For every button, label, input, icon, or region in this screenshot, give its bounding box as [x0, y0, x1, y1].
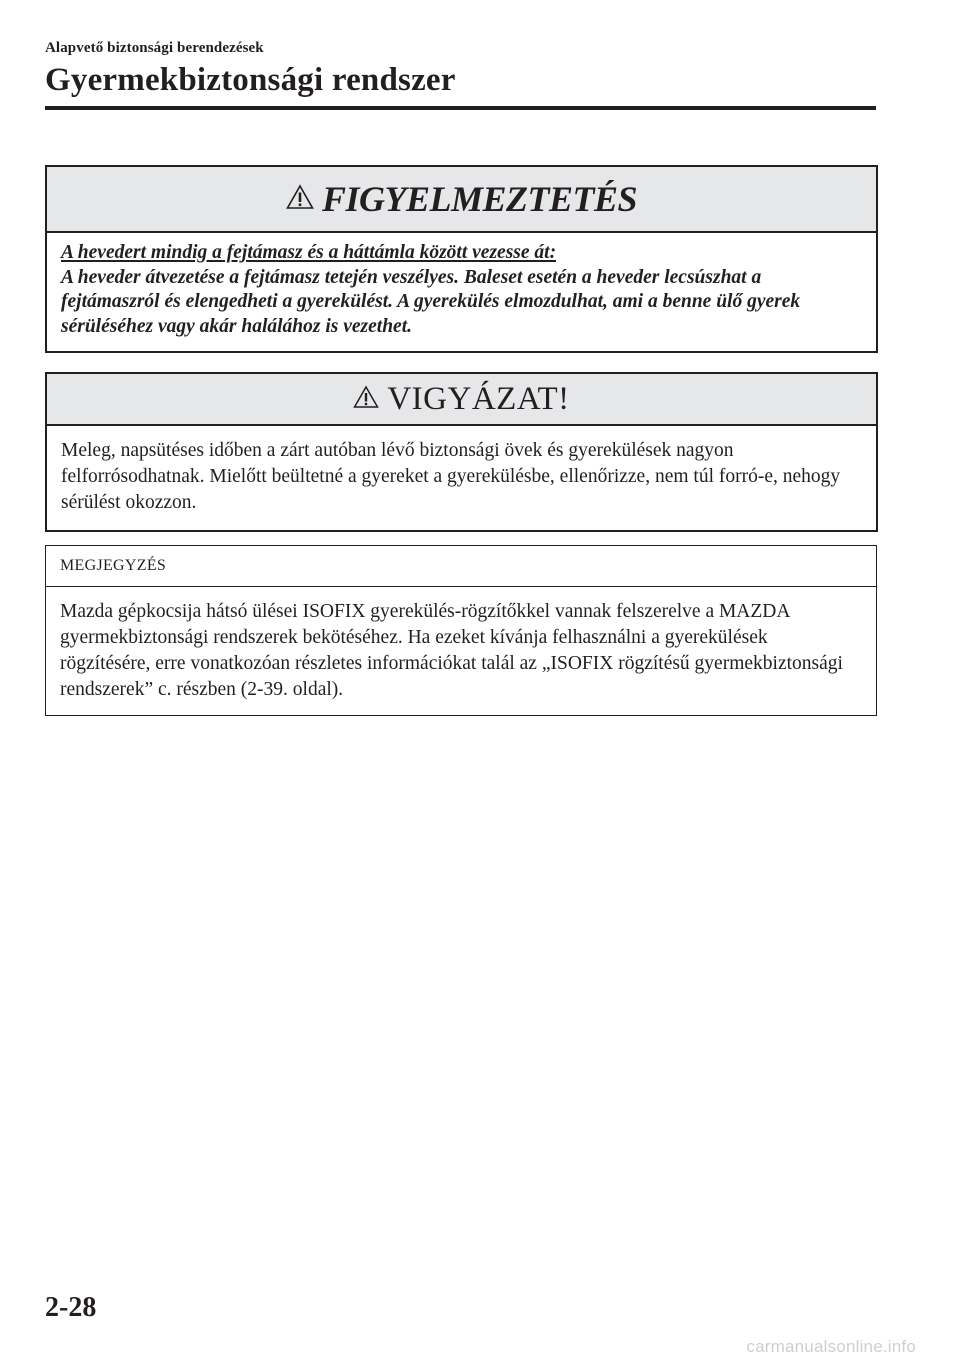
note-box [45, 545, 877, 716]
warning-heading: A hevedert mindig a fejtámasz és a háttámla között vezesse át: [61, 242, 557, 263]
caution-text: Meleg, napsütéses időben a zárt autóban lévő biztonsági övek és gyerekülések nagyon felforrósodhatnak. Mielőtt beültetné a gyereket a gyerekülésbe, ellenőrizze, nem túl forró-e, nehogy sérülést okozzon. [61, 440, 841, 513]
caution-header [47, 374, 876, 426]
note-text: Mazda gépkocsija hátsó ülései ISOFIX gyerekülés-rögzítőkkel vannak felszerelve a MAZDA gyermekbiztonsági rendszerek bekötéséhez. Ha ezeket kívánja felhasználni a gyerekülések rögzítésére, erre vonatkozóan részletes információkat talál az „ISOFIX rögzítésű gyermekbiztonsági rendszerek” c. részben (2-39. oldal). [60, 601, 843, 700]
warning-triangle-icon [286, 184, 314, 215]
warning-text: A heveder átvezetése a fejtámasz tetején veszélyes. Baleset esetén a heveder lecsúszhat a fejtámaszról és elengedheti a gyerekülést. A gyerekülés elmozdulhat, ami a benne ülő gyerek sérüléséhez vagy akár halálához is vezethet. [61, 266, 801, 337]
title-rule [45, 106, 876, 110]
page-number: 2-28 [45, 1292, 97, 1323]
warning-box [45, 165, 878, 353]
page-title: Gyermekbiztonsági rendszer [45, 62, 456, 98]
breadcrumb: Alapvető biztonsági berendezések [45, 40, 264, 56]
warning-header [47, 167, 876, 233]
warning-triangle-icon [353, 385, 379, 414]
caution-title: VIGYÁZAT! [387, 380, 570, 417]
warning-body [47, 233, 876, 351]
note-title: MEGJEGYZÉS [46, 546, 876, 587]
watermark: carmanualsonline.info [746, 1337, 916, 1356]
warning-title: FIGYELMEZTETÉS [321, 179, 638, 219]
caution-box [45, 372, 878, 532]
